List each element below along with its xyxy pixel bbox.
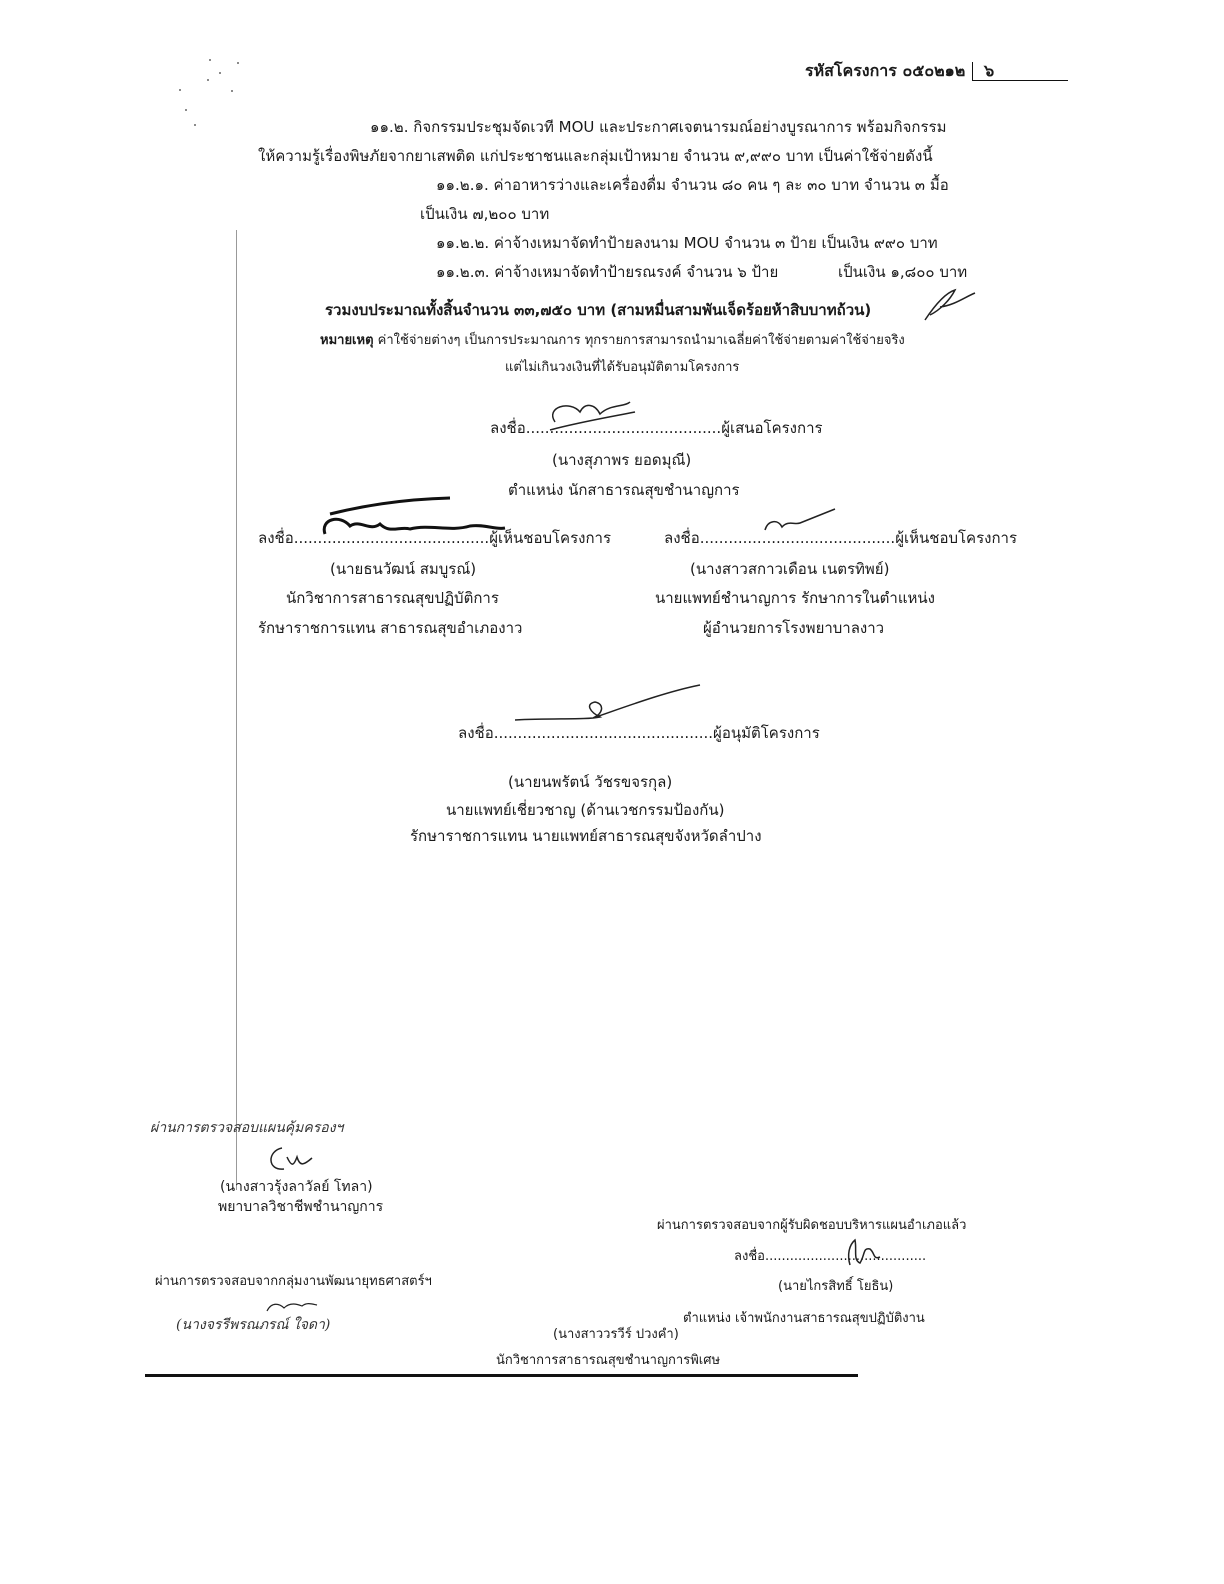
header-underline [972,80,1068,81]
page-number: ๖ [984,61,995,80]
activity-item-1: ๑๑.๒.๑. ค่าอาหารว่างและเครื่องดื่ม จำนวน ๘๐ คน ๆ ละ ๓๐ บาท จำนวน ๓ มื้อ [436,176,949,194]
approver-sign-prefix: ลงชื่อ.............................................. [458,724,714,742]
endorser-left-sign-prefix: ลงชื่อ......................................... [258,529,490,547]
total-budget: รวมงบประมาณทั้งสิ้นจำนวน ๓๓,๗๕๐ บาท (สามหมื่นสามพันเจ็ดร้อยห้าสิบบาทถ้วน) [325,301,872,319]
endorser-left-sign-line [258,529,611,547]
initial-signature [920,285,980,325]
endorser-left-name: (นายธนวัฒน์ สมบูรณ์) [330,560,477,578]
endorser-left-acting: รักษาราชการแทน สาธารณสุขอำเภองาว [258,619,523,637]
strategy-handwritten-name: (นางจรรีพรณภรณ์ ใจดา) [176,1317,331,1333]
endorser-right-sign-line [664,529,1017,547]
bottom-rule [145,1374,858,1377]
proposer-role: ผู้เสนอโครงการ [721,419,823,437]
specialist-name: (นางสาววรวีร์ ปวงคำ) [553,1327,679,1342]
activity-heading-line1: ๑๑.๒. กิจกรรมประชุมจัดเวที MOU และประกาศเจตนารมณ์อย่างบูรณาการ พร้อมกิจกรรม [370,118,947,136]
endorser-left-role: ผู้เห็นชอบโครงการ [489,529,612,547]
remark-label: หมายเหตุ [320,333,374,348]
activity-heading-line2: ให้ความรู้เรื่องพิษภัยจากยาเสพติด แก่ประชาชนและกลุ่มเป้าหมาย จำนวน ๙,๙๙๐ บาท เป็นค่าใช้จ่ายดังนี้ [258,147,933,165]
nurse-signature [262,1143,322,1178]
approver-signature [505,682,705,727]
proposer-position: ตำแหน่ง นักสาธารณสุขชำนาญการ [508,481,740,499]
activity-item-1-amount: เป็นเงิน ๗,๒๐๐ บาท [420,205,550,223]
endorser-right-position: นายแพทย์ชำนาญการ รักษาการในตำแหน่ง [655,589,935,607]
activity-item-2: ๑๑.๒.๒. ค่าจ้างเหมาจัดทำป้ายลงนาม MOU จำนวน ๓ ป้าย เป็นเงิน ๙๙๐ บาท [436,234,938,252]
district-sign-line: ลงชื่อ....................................... [734,1249,927,1264]
proposer-sign-prefix: ลงชื่อ......................................... [490,419,722,437]
approver-sign-line [458,724,820,742]
endorser-right-acting: ผู้อำนวยการโรงพยาบาลงาว [703,619,885,637]
proposer-sign-line [490,419,823,437]
activity-item-3: ๑๑.๒.๓. ค่าจ้างเหมาจัดทำป้ายรณรงค์ จำนวน ๖ ป้าย [436,263,779,281]
remark-line1 [320,332,905,350]
strategy-signature [262,1296,322,1316]
nurse-position: พยาบาลวิชาชีพชำนาญการ [218,1199,384,1215]
approver-acting: รักษาราชการแทน นายแพทย์สาธารณสุขจังหวัดลำปาง [410,827,762,845]
remark-line2: แต่ไม่เกินวงเงินที่ได้รับอนุมัติตามโครงการ [505,360,740,375]
endorser-right-role: ผู้เห็นชอบโครงการ [895,529,1018,547]
header-separator [972,62,973,80]
nurse-handwritten-note: ผ่านการตรวจสอบแผนคุ้มครองฯ [150,1120,344,1136]
project-code: รหัสโครงการ ๐๕๐๒๑๒ [805,61,966,80]
approver-name: (นายนพรัตน์ วัชรขจรกุล) [508,773,673,791]
remark-text: ค่าใช้จ่ายต่างๆ เป็นการประมาณการ ทุกรายการสามารถนำมาเฉลี่ยค่าใช้จ่ายตามค่าใช้จ่ายจริง [373,333,905,348]
scan-specks [170,55,250,135]
endorser-right-name: (นางสาวสกาวเดือน เนตรทิพย์) [690,560,890,578]
endorser-left-position: นักวิชาการสาธารณสุขปฏิบัติการ [286,589,499,607]
margin-line [236,230,237,1190]
approver-position: นายแพทย์เชี่ยวชาญ (ด้านเวชกรรมป้องกัน) [446,801,725,819]
activity-item-3-amount: เป็นเงิน ๑,๘๐๐ บาท [838,263,968,281]
proposer-name: (นางสุภาพร ยอดมุณี) [552,451,692,469]
approver-role: ผู้อนุมัติโครงการ [713,724,820,742]
district-check-note: ผ่านการตรวจสอบจากผู้รับผิดชอบบริหารแผนอำเภอแล้ว [657,1218,967,1233]
strategy-check-note: ผ่านการตรวจสอบจากกลุ่มงานพัฒนายุทธศาสตร์ฯ [155,1274,432,1289]
district-name: (นายไกรสิทธิ์ โยธิน) [778,1279,894,1294]
specialist-position: นักวิชาการสาธารณสุขชำนาญการพิเศษ [496,1353,721,1368]
endorser-right-sign-prefix: ลงชื่อ......................................... [664,529,896,547]
nurse-name: (นางสาวรุ้งลาวัลย์ โทลา) [220,1179,373,1195]
district-position: ตำแหน่ง เจ้าพนักงานสาธารณสุขปฏิบัติงาน [683,1311,925,1326]
